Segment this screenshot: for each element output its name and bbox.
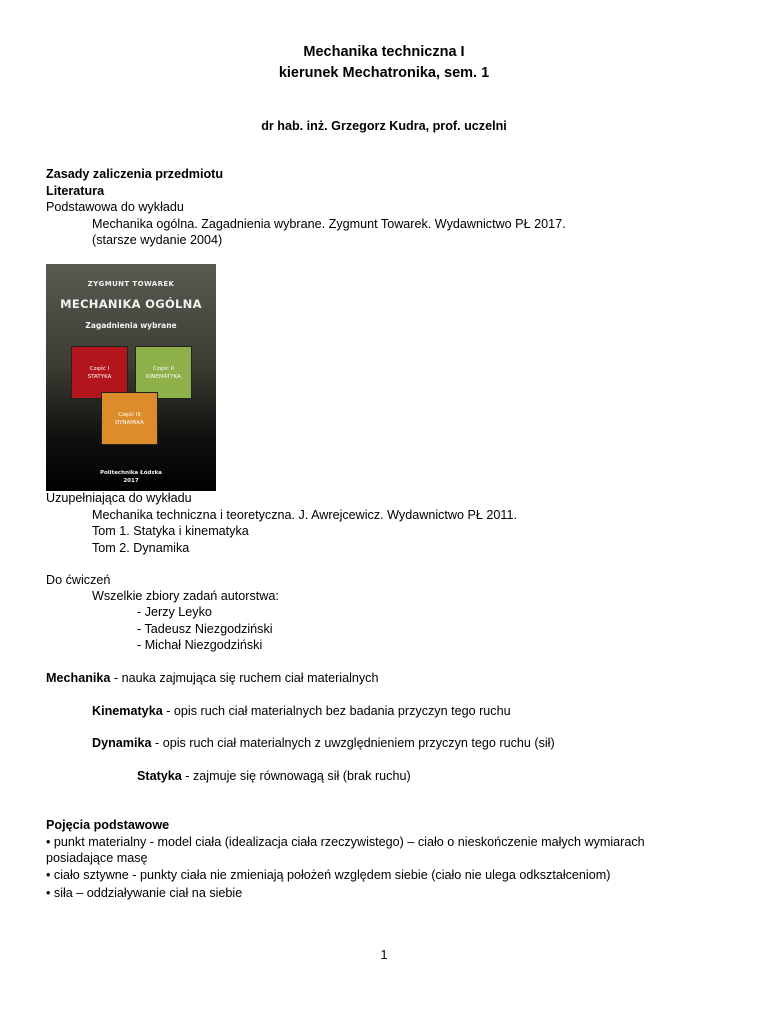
basic-label: Podstawowa do wykładu: [46, 200, 184, 214]
supplementary-label: Uzupełniająca do wykładu: [46, 491, 192, 505]
doc-author: dr hab. inż. Grzegorz Kudra, prof. uczelni: [261, 119, 507, 133]
doc-title: Mechanika techniczna I: [303, 44, 465, 60]
cover-publisher-name: Politechnika Łódzka: [99, 470, 163, 476]
exercises-label: Do ćwiczeń: [46, 573, 111, 587]
exercises-author: - Jerzy Leyko: [137, 605, 212, 619]
page-number: 1: [380, 948, 388, 962]
cover-part2-number: Część II: [153, 366, 174, 372]
term-dynamika: Dynamika: [92, 736, 152, 750]
definition-text: - nauka zajmująca się ruchem ciał materialnych: [110, 671, 379, 685]
term-mechanika: Mechanika: [46, 671, 111, 685]
basic-book: Mechanika ogólna. Zagadnienia wybrane. Zygmunt Towarek. Wydawnictwo PŁ 2017.: [92, 217, 566, 231]
supplementary-vol2: Tom 2. Dynamika: [92, 541, 190, 555]
definition-text: - opis ruch ciał materialnych z uwzględnieniem przyczyn tego ruchu (sił): [151, 736, 555, 750]
definition-mechanika: [46, 670, 379, 686]
exercises-intro: Wszelkie zbiory zadań autorstwa:: [92, 589, 279, 603]
doc-subtitle: kierunek Mechatronika, sem. 1: [278, 65, 490, 81]
section-heading-literature: Literatura: [46, 184, 105, 198]
term-kinematyka: Kinematyka: [92, 704, 163, 718]
exercises-author: - Tadeusz Niezgodziński: [137, 622, 273, 636]
supplementary-book: Mechanika techniczna i teoretyczna. J. Awrejcewicz. Wydawnictwo PŁ 2011.: [92, 508, 518, 522]
definition-text: - zajmuje się równowagą sił (brak ruchu): [181, 769, 411, 783]
book-cover-image: [46, 264, 216, 491]
cover-author: ZYGMUNT TOWAREK: [87, 280, 175, 288]
cover-title: MECHANIKA OGÓLNA: [60, 297, 202, 311]
cover-subtitle: Zagadnienia wybrane: [85, 321, 177, 330]
term-statyka: Statyka: [137, 769, 182, 783]
cover-part2-name: KINEMATYKA: [146, 374, 181, 380]
cover-part3-number: Część III: [118, 412, 141, 418]
definition-dynamika: [92, 735, 555, 751]
cover-part3-name: DYNAMIKA: [115, 420, 144, 426]
concept-item-rigid-body: • ciało sztywne - punkty ciała nie zmieniają położeń względem siebie (ciało nie ulega odkształceniom): [46, 868, 611, 882]
cover-part1-name: STATYKA: [87, 374, 112, 380]
cover-year: 2017: [123, 478, 139, 484]
definition-text: - opis ruch ciał materialnych bez badania przyczyn tego ruchu: [162, 704, 511, 718]
supplementary-vol1: Tom 1. Statyka i kinematyka: [92, 524, 249, 538]
cover-part1-number: Część I: [89, 366, 110, 372]
section-heading-concepts: Pojęcia podstawowe: [46, 818, 170, 832]
definition-kinematyka: [92, 703, 511, 719]
basic-note: (starsze wydanie 2004): [92, 233, 223, 247]
definition-statyka: [137, 768, 411, 784]
concept-item-point-cont: posiadające masę: [46, 851, 148, 865]
cover-publisher: [46, 469, 216, 485]
section-heading-assessment: Zasady zaliczenia przedmiotu: [46, 167, 224, 181]
cover-part3-box: [101, 392, 158, 445]
concept-item-point: • punkt materialny - model ciała (idealizacja ciała rzeczywistego) – ciało o nieskończenie małych wymiarach: [46, 835, 645, 849]
exercises-author: - Michał Niezgodziński: [137, 638, 263, 652]
concept-item-force: • siła – oddziaływanie ciał na siebie: [46, 886, 243, 900]
